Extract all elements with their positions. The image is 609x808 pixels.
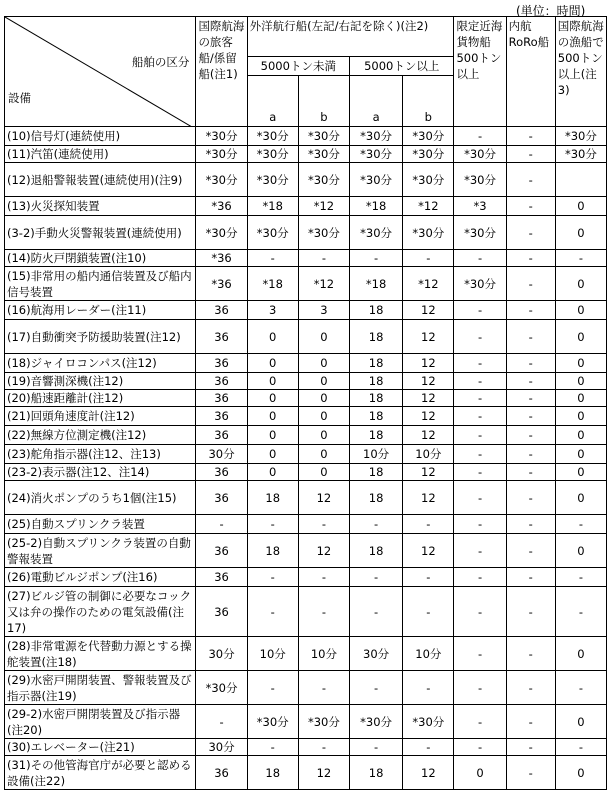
equipment-name: (29-2)水密戸開閉装置及び指示器(注20) xyxy=(5,705,196,739)
duration-cell: - xyxy=(298,515,349,534)
col-header-sub-a: a xyxy=(350,76,403,127)
duration-cell: - xyxy=(298,250,349,267)
duration-cell: 0 xyxy=(555,301,606,320)
duration-cell: - xyxy=(454,354,506,373)
corner-header xyxy=(5,17,196,127)
col-header-sub-b: b xyxy=(403,76,454,127)
table-row xyxy=(5,568,607,587)
duration-cell: 12 xyxy=(403,426,454,445)
duration-cell: 0 xyxy=(555,705,606,739)
table-row xyxy=(5,163,607,197)
duration-cell: 12 xyxy=(403,354,454,373)
duration-cell: 18 xyxy=(247,534,298,568)
duration-cell: - xyxy=(454,568,506,587)
duration-cell: - xyxy=(506,705,555,739)
duration-cell: - xyxy=(298,568,349,587)
table-header xyxy=(5,17,607,127)
duration-cell: - xyxy=(247,515,298,534)
duration-cell: - xyxy=(506,373,555,390)
table-row xyxy=(5,481,607,515)
duration-cell: *30分 xyxy=(247,146,298,163)
duration-cell: - xyxy=(454,637,506,671)
duration-cell: 0 xyxy=(555,534,606,568)
duration-cell: - xyxy=(506,587,555,637)
duration-cell: *36 xyxy=(196,267,247,301)
duration-cell: *30分 xyxy=(555,127,606,146)
duration-cell: 0 xyxy=(555,373,606,390)
equipment-name: (23-2)表示器(注12、注14) xyxy=(5,464,196,481)
duration-cell: 12 xyxy=(403,481,454,515)
duration-cell: - xyxy=(403,587,454,637)
duration-cell: 0 xyxy=(555,756,606,790)
duration-cell: - xyxy=(350,250,403,267)
duration-cell: 36 xyxy=(196,426,247,445)
duration-cell: *30分 xyxy=(403,216,454,250)
duration-cell: 0 xyxy=(555,481,606,515)
col-header-under-5000: 5000トン未満 xyxy=(247,57,349,76)
duration-cell: - xyxy=(196,705,247,739)
duration-cell: 3 xyxy=(298,301,349,320)
table-row xyxy=(5,426,607,445)
equipment-name: (28)非常電源を代替動力源とする操舵装置(注18) xyxy=(5,637,196,671)
duration-cell: 30分 xyxy=(196,637,247,671)
duration-cell: 10分 xyxy=(350,445,403,464)
duration-cell: 18 xyxy=(350,534,403,568)
duration-cell: 0 xyxy=(247,464,298,481)
duration-cell: - xyxy=(454,250,506,267)
duration-cell: - xyxy=(454,705,506,739)
duration-cell: 18 xyxy=(350,481,403,515)
duration-cell: - xyxy=(454,445,506,464)
table-row xyxy=(5,301,607,320)
duration-cell: 0 xyxy=(555,426,606,445)
duration-cell: 0 xyxy=(298,445,349,464)
equipment-name: (15)非常用の船内通信装置及び船内信号装置 xyxy=(5,267,196,301)
duration-cell: - xyxy=(555,671,606,705)
col-header-sub-b: b xyxy=(298,76,349,127)
duration-cell: - xyxy=(350,739,403,756)
duration-cell: *18 xyxy=(247,197,298,216)
duration-cell: - xyxy=(350,515,403,534)
duration-cell: *30分 xyxy=(298,705,349,739)
col-header-intl-passenger: 国際航海の旅客船/係留船(注1) xyxy=(196,17,247,127)
duration-cell: - xyxy=(454,301,506,320)
equipment-name: (16)航海用レーダー(注11) xyxy=(5,301,196,320)
duration-cell: 36 xyxy=(196,301,247,320)
duration-cell: - xyxy=(298,671,349,705)
equipment-name: (3-2)手動火災警報装置(連続使用) xyxy=(5,216,196,250)
duration-cell: *30分 xyxy=(403,163,454,197)
duration-cell: 10分 xyxy=(403,445,454,464)
duration-cell: - xyxy=(298,739,349,756)
duration-cell: - xyxy=(454,587,506,637)
duration-cell: *30分 xyxy=(403,705,454,739)
duration-cell: 0 xyxy=(298,426,349,445)
duration-cell: 36 xyxy=(196,481,247,515)
duration-cell: 36 xyxy=(196,354,247,373)
duration-cell: 0 xyxy=(247,320,298,354)
duration-cell: 12 xyxy=(298,534,349,568)
table-row xyxy=(5,250,607,267)
duration-cell: - xyxy=(454,373,506,390)
duration-cell: 36 xyxy=(196,320,247,354)
duration-cell: *30分 xyxy=(454,146,506,163)
duration-cell: - xyxy=(506,671,555,705)
duration-cell: *12 xyxy=(403,197,454,216)
duration-cell: 0 xyxy=(298,320,349,354)
duration-cell: - xyxy=(506,445,555,464)
diagonal-line xyxy=(5,17,192,127)
duration-cell: 0 xyxy=(555,445,606,464)
duration-cell: 18 xyxy=(350,390,403,407)
duration-cell: - xyxy=(454,481,506,515)
duration-cell: - xyxy=(506,163,555,197)
duration-cell: 0 xyxy=(247,445,298,464)
duration-cell: *30分 xyxy=(350,216,403,250)
equipment-name: (25)自動スプリンクラ装置 xyxy=(5,515,196,534)
duration-cell: 0 xyxy=(555,216,606,250)
equipment-name: (25-2)自動スプリンクラ装置の自動警報装置 xyxy=(5,534,196,568)
duration-cell: *30分 xyxy=(196,163,247,197)
table-row xyxy=(5,587,607,637)
table-row xyxy=(5,216,607,250)
duration-cell: 10分 xyxy=(247,637,298,671)
table-row xyxy=(5,515,607,534)
duration-cell: - xyxy=(196,515,247,534)
equipment-name: (27)ビルジ管の制御に必要なコック又は弁の操作のための電気設備(注17) xyxy=(5,587,196,637)
duration-cell: *30分 xyxy=(454,163,506,197)
duration-cell: 0 xyxy=(298,354,349,373)
col-header-intl-fishing: 国際航海の漁船で500トン以上(注3) xyxy=(555,17,606,127)
duration-cell: - xyxy=(506,197,555,216)
col-header-limited-coastal: 限定近海貨物船500トン以上 xyxy=(454,17,506,127)
duration-cell: - xyxy=(506,250,555,267)
duration-cell: 18 xyxy=(350,320,403,354)
duration-cell: 12 xyxy=(298,756,349,790)
duration-cell: *18 xyxy=(350,197,403,216)
duration-cell: - xyxy=(350,587,403,637)
duration-cell: *30分 xyxy=(196,671,247,705)
duration-cell: *18 xyxy=(350,267,403,301)
duration-cell: 12 xyxy=(403,756,454,790)
duration-cell: 0 xyxy=(298,373,349,390)
table-row xyxy=(5,445,607,464)
duration-cell: *30分 xyxy=(350,163,403,197)
duration-cell: - xyxy=(403,250,454,267)
duration-cell: *30分 xyxy=(454,216,506,250)
duration-cell: 36 xyxy=(196,464,247,481)
table-row xyxy=(5,146,607,163)
duration-cell: 0 xyxy=(454,756,506,790)
duration-cell: 36 xyxy=(196,390,247,407)
duration-cell: *30分 xyxy=(555,146,606,163)
table-row xyxy=(5,320,607,354)
equipment-name: (10)信号灯(連続使用) xyxy=(5,127,196,146)
duration-cell: *30分 xyxy=(298,163,349,197)
duration-cell: 36 xyxy=(196,534,247,568)
duration-cell: 18 xyxy=(350,354,403,373)
duration-cell: - xyxy=(506,407,555,426)
duration-cell: *30分 xyxy=(350,127,403,146)
duration-cell: - xyxy=(555,568,606,587)
equipment-name: (29)水密戸開閉装置、警報装置及び指示器(注19) xyxy=(5,671,196,705)
requirements-table xyxy=(4,16,607,790)
duration-cell: 12 xyxy=(403,320,454,354)
col-header-over-5000: 5000トン以上 xyxy=(350,57,454,76)
duration-cell: 0 xyxy=(298,390,349,407)
equipment-name: (18)ジャイロコンパス(注12) xyxy=(5,354,196,373)
duration-cell: 36 xyxy=(196,756,247,790)
equipment-name: (30)エレベーター(注21) xyxy=(5,739,196,756)
duration-cell: *12 xyxy=(298,197,349,216)
duration-cell: *30分 xyxy=(247,127,298,146)
table-row xyxy=(5,127,607,146)
col-header-ocean: 外洋航行船(左記/右記を除く)(注2) xyxy=(247,17,454,57)
table-row xyxy=(5,637,607,671)
duration-cell: 18 xyxy=(350,756,403,790)
table-row xyxy=(5,267,607,301)
equipment-label: 設備 xyxy=(8,91,31,105)
duration-cell: *30分 xyxy=(350,146,403,163)
duration-cell: - xyxy=(454,534,506,568)
duration-cell: *30分 xyxy=(403,146,454,163)
duration-cell: 36 xyxy=(196,568,247,587)
duration-cell: - xyxy=(247,587,298,637)
table-row xyxy=(5,464,607,481)
duration-cell: - xyxy=(403,671,454,705)
table-row xyxy=(5,671,607,705)
duration-cell: 0 xyxy=(555,390,606,407)
duration-cell: - xyxy=(506,390,555,407)
duration-cell: - xyxy=(506,534,555,568)
table-body xyxy=(5,127,607,790)
table-row xyxy=(5,407,607,426)
duration-cell: *12 xyxy=(403,267,454,301)
equipment-name: (24)消火ポンプのうち1個(注15) xyxy=(5,481,196,515)
equipment-name: (13)火災探知装置 xyxy=(5,197,196,216)
duration-cell: 10分 xyxy=(298,637,349,671)
duration-cell: 0 xyxy=(555,637,606,671)
unit-label: (単位：時間) xyxy=(516,4,586,18)
equipment-name: (14)防火戸閉鎖装置(注10) xyxy=(5,250,196,267)
duration-cell: *36 xyxy=(196,197,247,216)
duration-cell: *30分 xyxy=(247,216,298,250)
table-row xyxy=(5,373,607,390)
duration-cell: *18 xyxy=(247,267,298,301)
duration-cell: - xyxy=(506,301,555,320)
duration-cell: *30分 xyxy=(298,146,349,163)
table-row xyxy=(5,534,607,568)
duration-cell: 0 xyxy=(247,373,298,390)
duration-cell: *36 xyxy=(196,250,247,267)
duration-cell: - xyxy=(247,568,298,587)
duration-cell: - xyxy=(555,250,606,267)
duration-cell: - xyxy=(454,390,506,407)
duration-cell: 18 xyxy=(247,756,298,790)
duration-cell: - xyxy=(454,407,506,426)
duration-cell: 12 xyxy=(403,464,454,481)
duration-cell: 18 xyxy=(350,426,403,445)
duration-cell: 18 xyxy=(350,407,403,426)
duration-cell: - xyxy=(403,515,454,534)
duration-cell: *30分 xyxy=(247,705,298,739)
duration-cell: - xyxy=(506,267,555,301)
duration-cell: 36 xyxy=(196,587,247,637)
duration-cell: - xyxy=(506,568,555,587)
duration-cell: *30分 xyxy=(196,216,247,250)
duration-cell: 12 xyxy=(403,390,454,407)
duration-cell: 0 xyxy=(247,354,298,373)
duration-cell: 30分 xyxy=(196,739,247,756)
duration-cell xyxy=(555,163,606,197)
duration-cell: *30分 xyxy=(454,267,506,301)
duration-cell: *3 xyxy=(454,197,506,216)
duration-cell: *30分 xyxy=(350,705,403,739)
equipment-name: (19)音響測深機(注12) xyxy=(5,373,196,390)
duration-cell: - xyxy=(403,568,454,587)
duration-cell: *30分 xyxy=(196,127,247,146)
duration-cell: - xyxy=(506,637,555,671)
duration-cell: - xyxy=(247,250,298,267)
duration-cell: *30分 xyxy=(247,163,298,197)
duration-cell: 0 xyxy=(555,197,606,216)
duration-cell: - xyxy=(454,739,506,756)
duration-cell: *30分 xyxy=(298,127,349,146)
duration-cell: 0 xyxy=(555,320,606,354)
table-row xyxy=(5,197,607,216)
duration-cell: - xyxy=(506,127,555,146)
duration-cell: *12 xyxy=(298,267,349,301)
duration-cell: - xyxy=(454,515,506,534)
duration-cell: - xyxy=(247,671,298,705)
duration-cell: - xyxy=(506,464,555,481)
duration-cell: - xyxy=(350,568,403,587)
duration-cell: 18 xyxy=(247,481,298,515)
duration-cell: *30分 xyxy=(298,216,349,250)
duration-cell: 30分 xyxy=(196,445,247,464)
col-header-domestic-roro: 内航RoRo船 xyxy=(506,17,555,127)
duration-cell: 10分 xyxy=(403,637,454,671)
duration-cell: 0 xyxy=(247,426,298,445)
duration-cell: - xyxy=(506,739,555,756)
equipment-name: (20)船速距離計(注12) xyxy=(5,390,196,407)
duration-cell: - xyxy=(454,464,506,481)
duration-cell: - xyxy=(247,739,298,756)
duration-cell: 18 xyxy=(350,301,403,320)
table-row xyxy=(5,705,607,739)
equipment-name: (26)電動ビルジポンプ(注16) xyxy=(5,568,196,587)
duration-cell: 18 xyxy=(350,464,403,481)
equipment-name: (31)その他管海官庁が必要と認める設備(注22) xyxy=(5,756,196,790)
duration-cell: - xyxy=(506,515,555,534)
duration-cell: 12 xyxy=(403,534,454,568)
equipment-name: (21)回頭角速度計(注12) xyxy=(5,407,196,426)
duration-cell: - xyxy=(350,671,403,705)
duration-cell: - xyxy=(454,320,506,354)
duration-cell: 12 xyxy=(403,373,454,390)
duration-cell: - xyxy=(506,146,555,163)
duration-cell: 0 xyxy=(298,464,349,481)
duration-cell: 0 xyxy=(555,464,606,481)
equipment-name: (22)無線方位測定機(注12) xyxy=(5,426,196,445)
table-row xyxy=(5,739,607,756)
duration-cell: 30分 xyxy=(350,637,403,671)
duration-cell: - xyxy=(506,481,555,515)
table-row xyxy=(5,756,607,790)
duration-cell: 12 xyxy=(403,301,454,320)
duration-cell: - xyxy=(555,739,606,756)
duration-cell: 18 xyxy=(350,373,403,390)
duration-cell: 0 xyxy=(555,267,606,301)
duration-cell: - xyxy=(454,127,506,146)
duration-cell: 3 xyxy=(247,301,298,320)
equipment-name: (23)舵角指示器(注12、注13) xyxy=(5,445,196,464)
duration-cell: 12 xyxy=(298,481,349,515)
duration-cell: - xyxy=(454,671,506,705)
duration-cell: *30分 xyxy=(196,146,247,163)
duration-cell: 0 xyxy=(247,390,298,407)
equipment-name: (12)退船警報装置(連続使用)(注9) xyxy=(5,163,196,197)
duration-cell: - xyxy=(454,426,506,445)
vessel-class-label: 船舶の区分 xyxy=(131,55,190,69)
table-row xyxy=(5,390,607,407)
col-header-sub-a: a xyxy=(247,76,298,127)
duration-cell: 0 xyxy=(555,407,606,426)
equipment-name: (11)汽笛(連続使用) xyxy=(5,146,196,163)
duration-cell: - xyxy=(298,587,349,637)
duration-cell: 0 xyxy=(247,407,298,426)
duration-cell: 0 xyxy=(298,407,349,426)
duration-cell: *30分 xyxy=(403,127,454,146)
duration-cell: 36 xyxy=(196,407,247,426)
duration-cell: - xyxy=(403,739,454,756)
equipment-name: (17)自動衝突予防援助装置(注12) xyxy=(5,320,196,354)
duration-cell: - xyxy=(506,216,555,250)
duration-cell: 12 xyxy=(403,407,454,426)
duration-cell: 36 xyxy=(196,373,247,390)
table-row xyxy=(5,354,607,373)
duration-cell: - xyxy=(506,756,555,790)
duration-cell: - xyxy=(555,515,606,534)
duration-cell: 0 xyxy=(555,354,606,373)
duration-cell: - xyxy=(506,354,555,373)
duration-cell: - xyxy=(555,587,606,637)
duration-cell: - xyxy=(506,320,555,354)
duration-cell: - xyxy=(506,426,555,445)
